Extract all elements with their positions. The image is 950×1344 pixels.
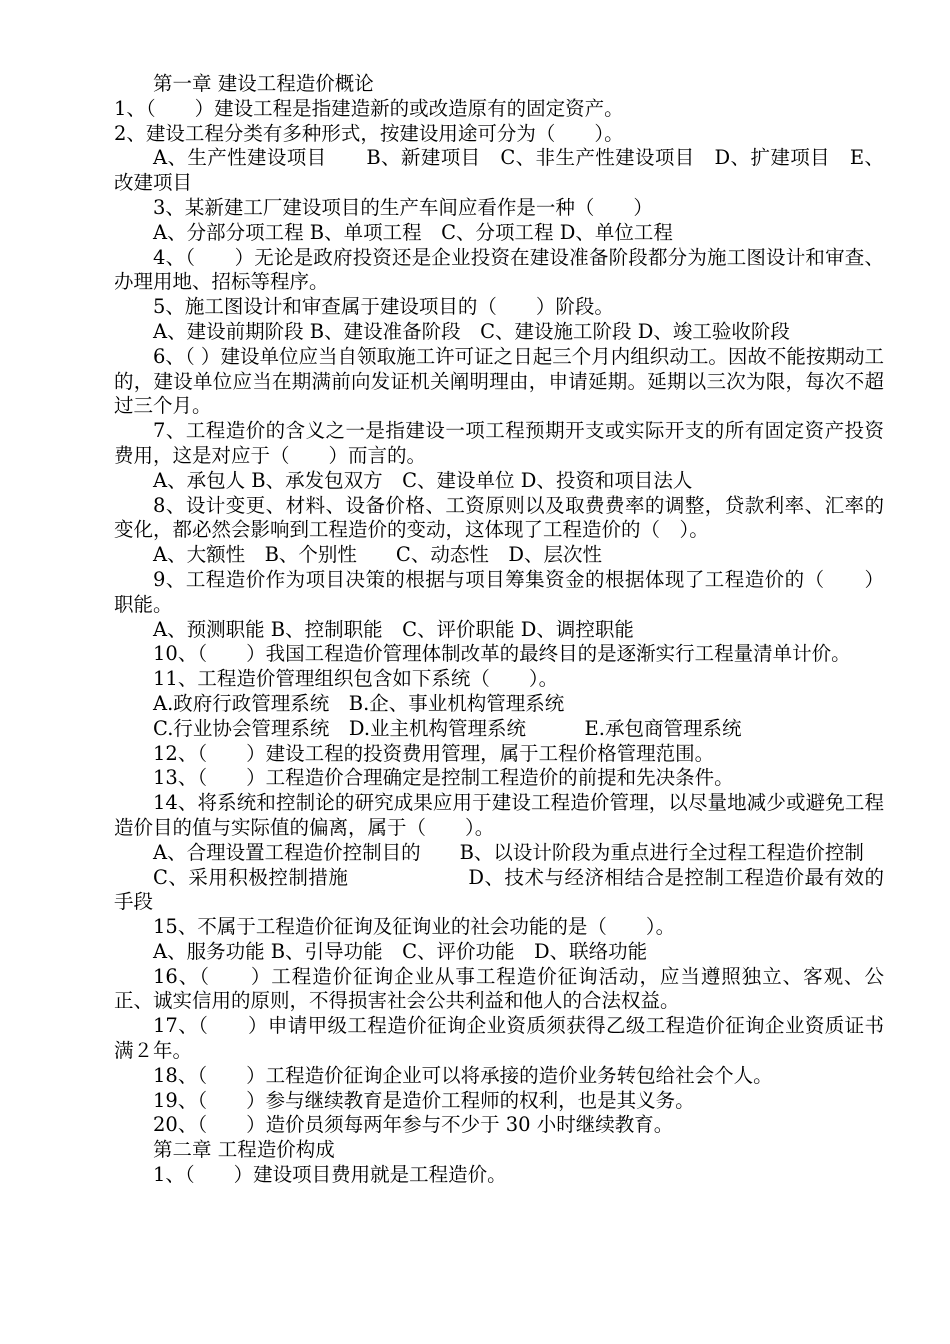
paragraph-29: 17、（ ）申请甲级工程造价征询企业资质须获得乙级工程造价征询企业资质证书满２年。 xyxy=(114,1014,884,1063)
paragraph-33: 第二章 工程造价构成 xyxy=(153,1138,335,1162)
paragraph-12: A、承包人 B、承发包双方 C、建设单位 D、投资和项目法人 xyxy=(153,468,693,492)
paragraph-3: 2、建设工程分类有多种形式，按建设用途可分为（ ）。 xyxy=(114,121,624,145)
paragraph-10: 6、（ ）建设单位应当自领取施工许可证之日起三个月内组织动工。因故不能按期动工的，建设单位应当在期满前向发证机关阐明理由，申请延期。延期以三次为限，每次不超过三个月。 xyxy=(114,344,884,418)
paragraph-6: A、分部分项工程 B、单项工程 C、分项工程 D、单位工程 xyxy=(153,220,673,244)
paragraph-26: 15、不属于工程造价征询及征询业的社会功能的是（ ）。 xyxy=(153,915,676,939)
paragraph-16: A、预测职能 B、控制职能 C、评价职能 D、调控职能 xyxy=(153,617,634,641)
paragraph-17: 10、（ ）我国工程造价管理体制改革的最终目的是逐渐实行工程量清单计价。 xyxy=(153,642,851,666)
paragraph-28: 16、（ ）工程造价征询企业从事工程造价征询活动，应当遵照独立、客观、公正、诚实信用的原则，不得损害社会公共利益和他人的合法权益。 xyxy=(114,964,884,1013)
paragraph-23: 14、将系统和控制论的研究成果应用于建设工程造价管理，以尽量地减少或避免工程造价目的值与实际值的偏离，属于（ ）。 xyxy=(114,791,884,839)
paragraph-15: 9、工程造价作为项目决策的根据与项目筹集资金的根据体现了工程造价的（ ）职能。 xyxy=(114,567,884,616)
paragraph-1: 第一章 建设工程造价概论 xyxy=(153,72,374,95)
paragraph-18: 11、工程造价管理组织包含如下系统（ ）。 xyxy=(153,667,559,691)
paragraph-21: 12、（ ）建设工程的投资费用管理，属于工程价格管理范围。 xyxy=(153,741,715,765)
paragraph-7: 4、（ ）无论是政府投资还是企业投资在建设准备阶段都分为施工图设计和审查、办理用地、招标等程序。 xyxy=(114,245,884,294)
paragraph-20: C.行业协会管理系统 D.业主机构管理系统 E.承包商管理系统 xyxy=(153,716,742,740)
paragraph-34: 1、（ ）建设项目费用就是工程造价。 xyxy=(153,1163,507,1187)
paragraph-11: 7、工程造价的含义之一是指建设一项工程预期开支或实际开支的所有固定资产投资费用，这是对应于（ ）而言的。 xyxy=(114,419,884,467)
paragraph-2: 1、（ ）建设工程是指建造新的或改造原有的固定资产。 xyxy=(114,96,624,120)
paragraph-22: 13、（ ）工程造价合理确定是控制工程造价的前提和先决条件。 xyxy=(153,766,734,790)
paragraph-32: 20、（ ）造价员须每两年参与不少于 30 小时继续教育。 xyxy=(153,1113,674,1137)
paragraph-25: C、采用积极控制措施 D、技术与经济相结合是控制工程造价最有效的手段 xyxy=(114,865,884,914)
paragraph-4: A、生产性建设项目 B、新建项目 C、非生产性建设项目 D、扩建项目 E、改建项目 xyxy=(114,146,884,195)
paragraph-13: 8、设计变更、材料、设备价格、工资原则以及取费费率的调整，贷款利率、汇率的变化，都必然会影响到工程造价的变动，这体现了工程造价的（ ）。 xyxy=(114,493,884,542)
paragraph-24: A、合理设置工程造价控制目的 B、以设计阶段为重点进行全过程工程造价控制 xyxy=(153,840,864,864)
paragraph-5: 3、某新建工厂建设项目的生产车间应看作是一种（ ） xyxy=(153,195,653,219)
paragraph-14: A、大额性 B、个别性 C、动态性 D、层次性 xyxy=(153,543,602,567)
paragraph-30: 18、（ ）工程造价征询企业可以将承接的造价业务转包给社会个人。 xyxy=(153,1063,773,1087)
paragraph-31: 19、（ ）参与继续教育是造价工程师的权利，也是其义务。 xyxy=(153,1088,695,1112)
paragraph-27: A、服务功能 B、引导功能 C、评价功能 D、联络功能 xyxy=(153,939,648,963)
paragraph-8: 5、施工图设计和审查属于建设项目的（ ）阶段。 xyxy=(153,295,614,319)
paragraph-19: A.政府行政管理系统 B.企、事业机构管理系统 xyxy=(153,691,565,715)
paragraph-9: A、建设前期阶段 B、建设准备阶段 C、建设施工阶段 D、竣工验收阶段 xyxy=(153,319,790,343)
